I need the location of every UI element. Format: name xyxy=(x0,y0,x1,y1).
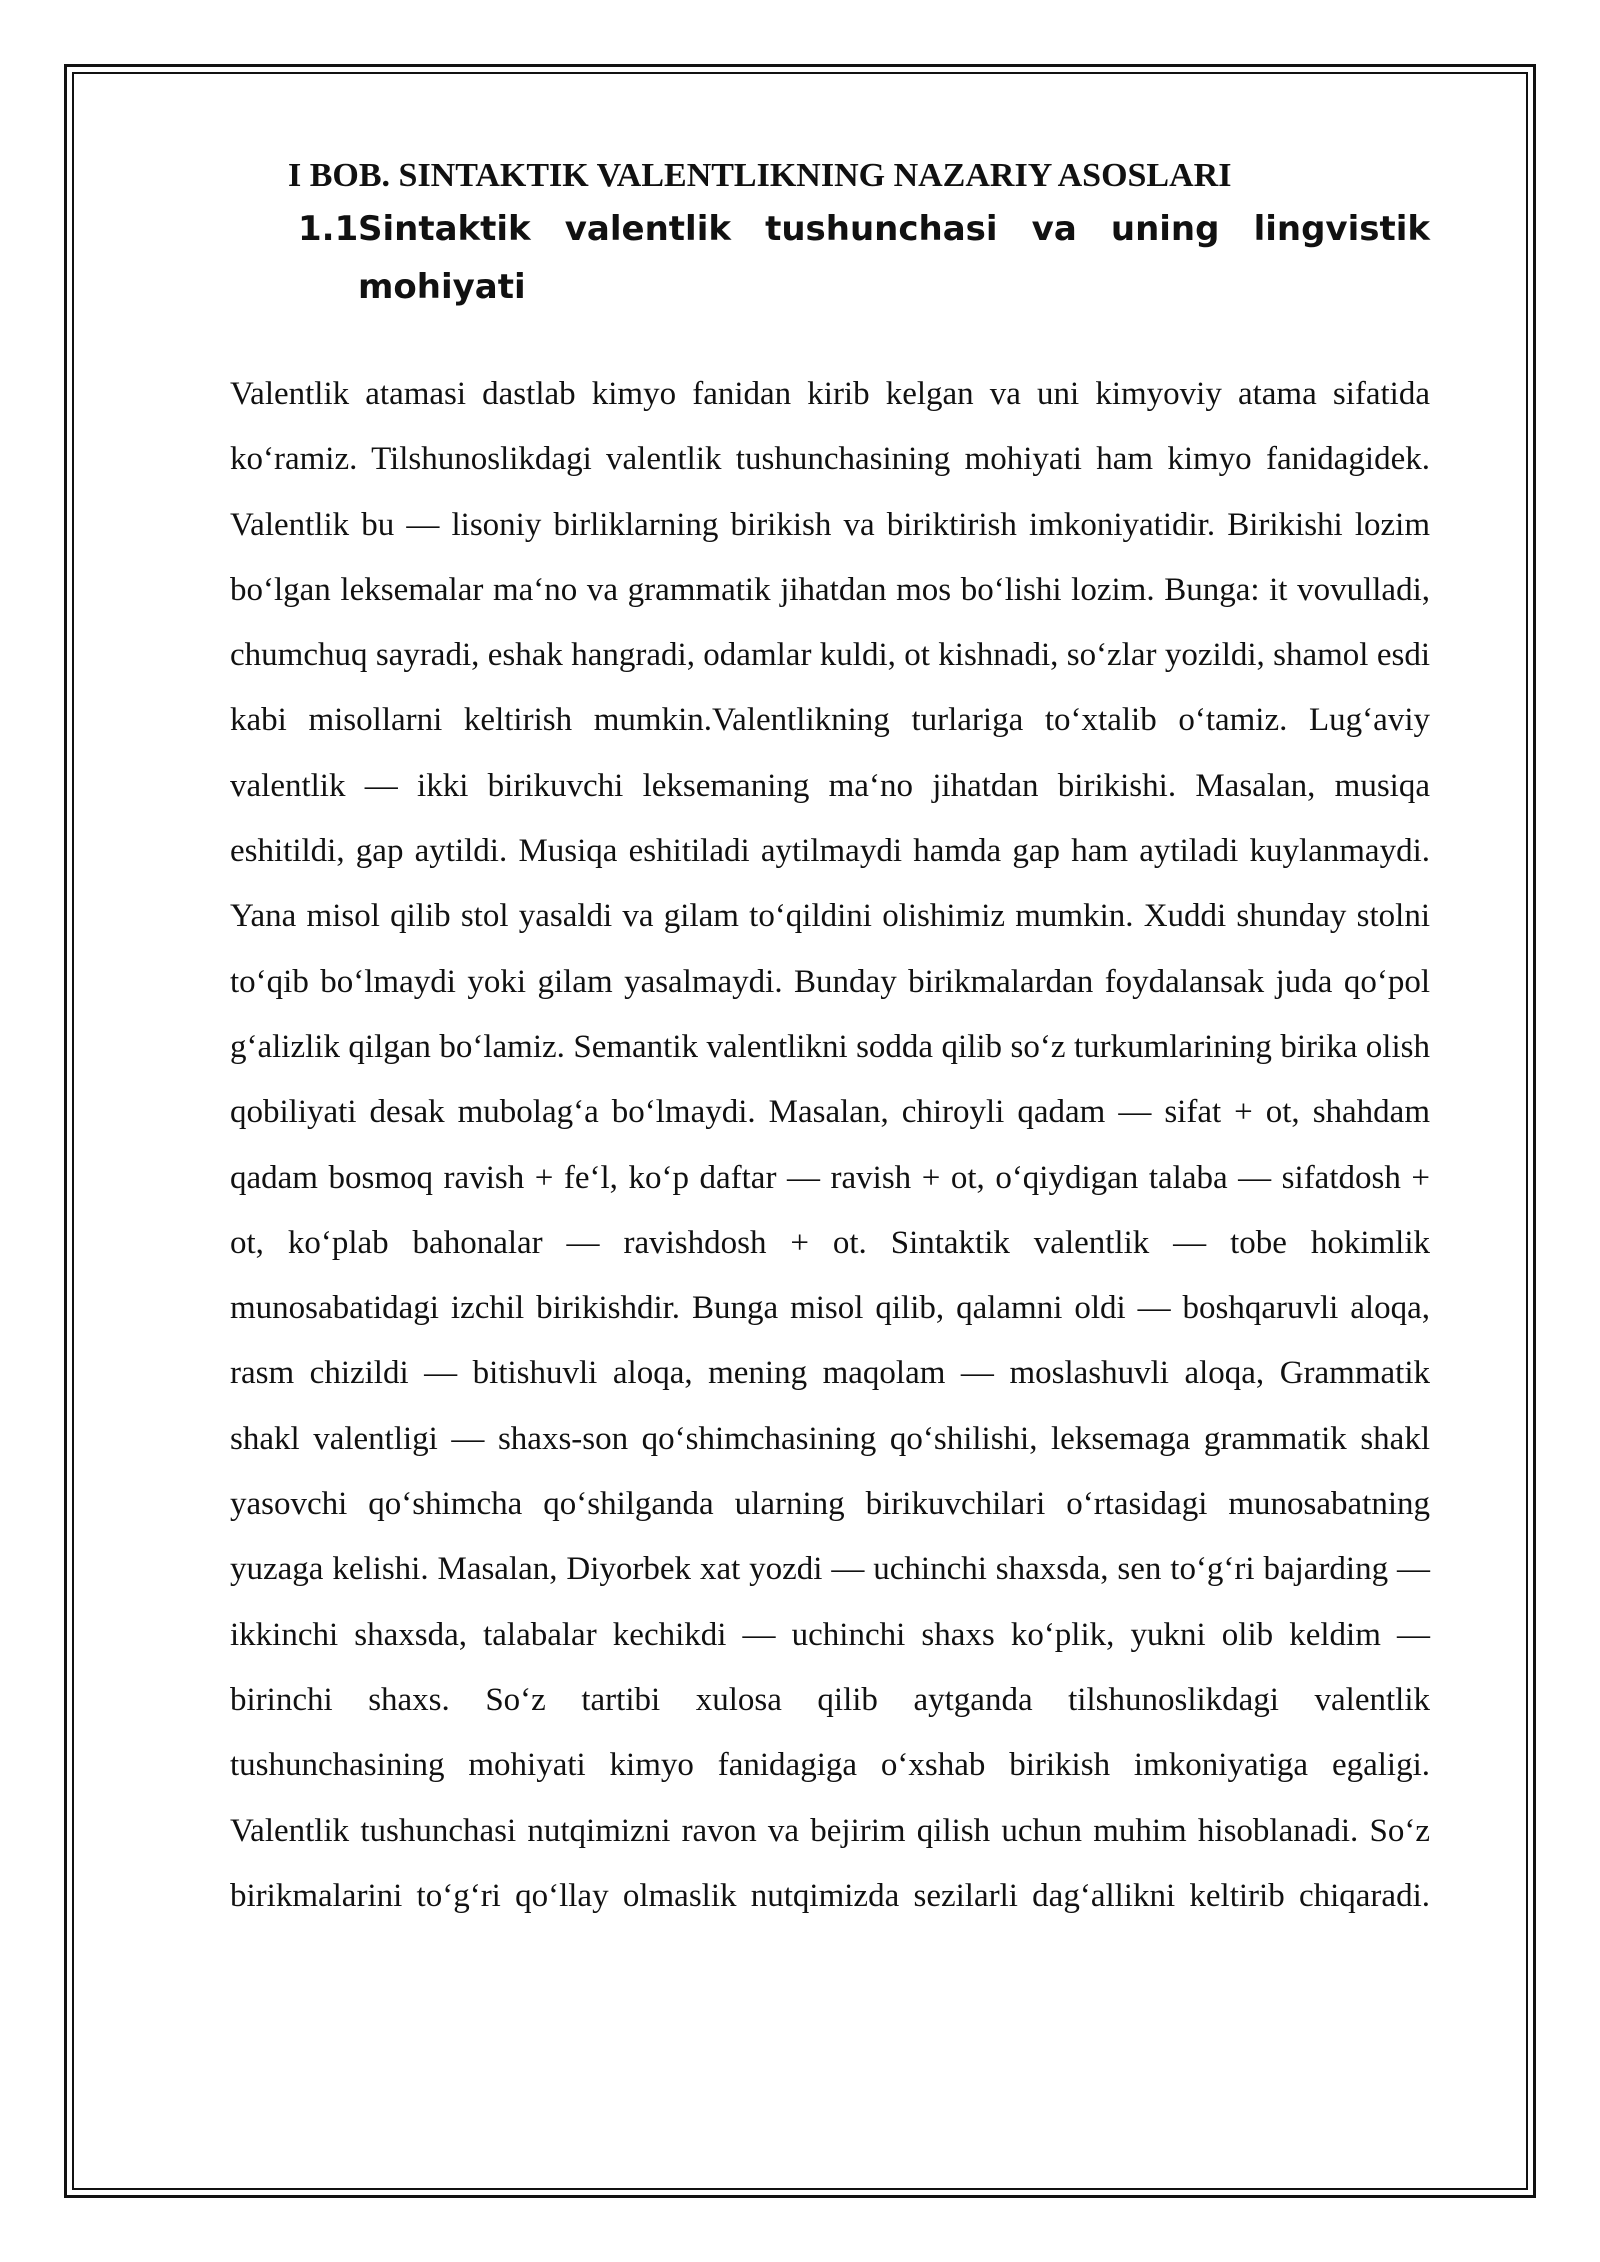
section-number: 1.1 xyxy=(298,209,359,249)
section-heading xyxy=(298,200,1430,316)
body-paragraph: Valentlik atamasi dastlab kimyo fanidan kirib kelgan va uni kimyoviy atama sifatida ko‘ramiz. Tilshunoslikdagi valentlik tushunchasining mohiyati ham kimyo fanidagidek. Valentlik bu — lisoniy birliklarning birikish va biriktirish imkoniyatidir. Birikishi lozim bo‘lgan leksemalar ma‘no va grammatik jihatdan mos bo‘lishi lozim. Bunga: it vovulladi, chumchuq sayradi, eshak hangradi, odamlar kuldi, ot kishnadi, so‘zlar yozildi, shamol esdi kabi misollarni keltirish mumkin.Valentlikning turlariga to‘xtalib o‘tamiz. Lug‘aviy valentlik — ikki birikuvchi leksemaning ma‘no jihatdan birikishi. Masalan, musiqa eshitildi, gap aytildi. Musiqa eshitiladi aytilmaydi hamda gap ham aytiladi kuylanmaydi. Yana misol qilib stol yasaldi va gilam to‘qildini olishimiz mumkin. Xuddi shunday stolni to‘qib bo‘lmaydi yoki gilam yasalmaydi. Bunday birikmalardan foydalansak juda qo‘pol g‘alizlik qilgan bo‘lamiz. Semantik valentlikni sodda qilib so‘z turkumlarining birika olish qobiliyati desak mubolag‘a bo‘lmaydi. Masalan, chiroyli qadam — sifat + ot, shahdam qadam bosmoq ravish + fe‘l, ko‘p daftar — ravish + ot, o‘qiydigan talaba — sifatdosh + ot, ko‘plab bahonalar — ravishdosh + ot. Sintaktik valentlik — tobe hokimlik munosabatidagi izchil birikishdir. Bunga misol qilib, qalamni oldi — boshqaruvli aloqa, rasm chizildi — bitishuvli aloqa, mening maqolam — moslashuvli aloqa, Grammatik shakl valentligi — shaxs-son qo‘shimchasining qo‘shilishi, leksemaga grammatik shakl yasovchi qo‘shimcha qo‘shilganda ularning birikuvchilari o‘rtasidagi munosabatning yuzaga kelishi. Masalan, Diyorbek xat yozdi — uchinchi shaxsda, sen to‘g‘ri bajarding — ikkinchi shaxsda, talabalar kechikdi — uchinchi shaxs ko‘plik, yukni olib keldim — birinchi shaxs. So‘z tartibi xulosa qilib aytganda tilshunoslikdagi valentlik tushunchasining mohiyati kimyo fanidagiga o‘xshab birikish imkoniyatiga egaligi. Valentlik tushunchasi nutqimizni ravon va bejirim qilish uchun muhim hisoblanadi. So‘z birikmalarini to‘g‘ri qo‘llay olmaslik nutqimizda sezilarli dag‘allikni keltirib chiqaradi. xyxy=(230,376,1430,1914)
section-title: Sintaktik valentlik tushunchasi va uning lingvistik mohiyati xyxy=(358,209,1430,307)
chapter-title: I BOB. SINTAKTIK VALENTLIKNING NAZARIY ASOSLARI xyxy=(288,157,1232,194)
